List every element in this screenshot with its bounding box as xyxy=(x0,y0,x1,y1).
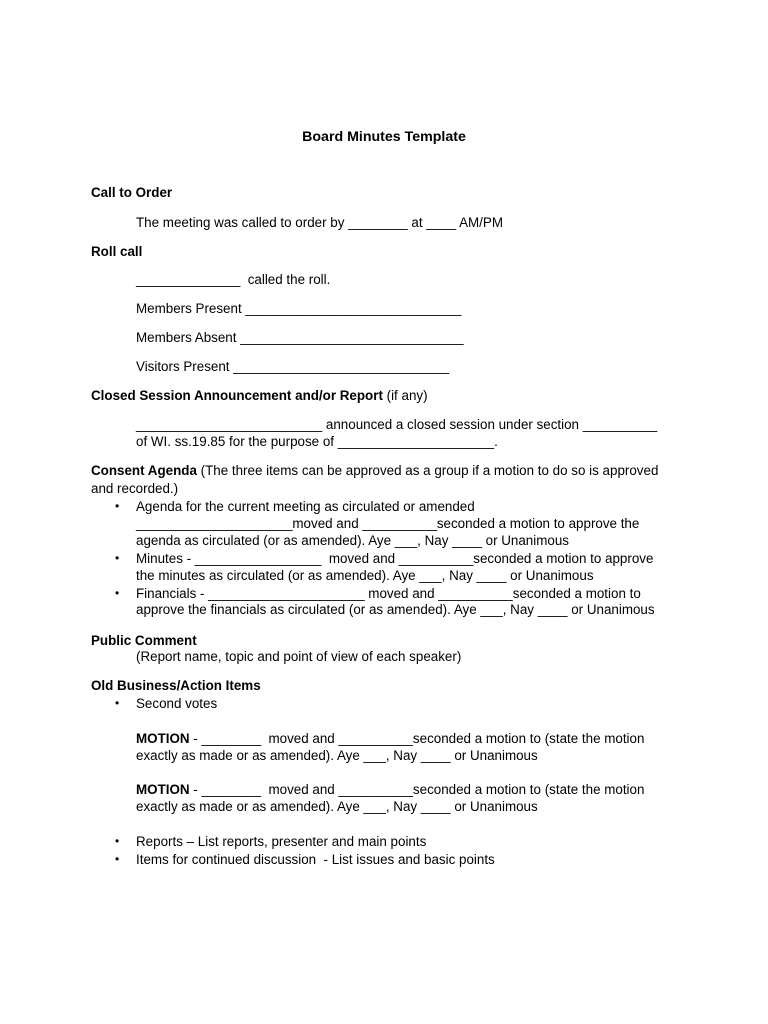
bullet-icon: • xyxy=(115,852,120,866)
closed-session-heading-suffix: (if any) xyxy=(382,388,428,403)
closed-session-line-2: of WI. ss.19.85 for the purpose of _____________________. xyxy=(136,434,498,449)
call-to-order-line: The meeting was called to order by ________ at ____ AM/PM xyxy=(136,215,503,230)
bullet-icon: • xyxy=(115,586,120,600)
consent-agenda-intro-2: and recorded.) xyxy=(91,481,179,496)
document-title: Board Minutes Template xyxy=(302,129,466,145)
section-heading-consent-agenda xyxy=(91,462,658,479)
members-present-line: Members Present _____________________________ xyxy=(136,301,462,316)
consent-item-financials-line-2: approve the financials as circulated (or as amended). Aye ___, Nay ____ or Unanimous xyxy=(136,602,655,617)
bullet-icon: • xyxy=(115,834,120,848)
closed-session-line-1: _________________________ announced a closed session under section __________ xyxy=(136,417,658,432)
section-heading-roll-call: Roll call xyxy=(91,244,143,259)
motion-2-label: MOTION xyxy=(136,782,190,797)
section-heading-closed-session xyxy=(91,387,428,404)
motion-1-label: MOTION xyxy=(136,731,190,746)
visitors-present-line: Visitors Present _____________________________ xyxy=(136,359,450,374)
continued-discussion-item: Items for continued discussion - List issues and basic points xyxy=(136,852,495,867)
bullet-icon: • xyxy=(115,696,120,710)
reports-item: Reports – List reports, presenter and main points xyxy=(136,834,427,849)
section-heading-call-to-order: Call to Order xyxy=(91,185,173,200)
motion-2-line-2: exactly as made or as amended). Aye ___, Nay ____ or Unanimous xyxy=(136,799,538,814)
bullet-icon: • xyxy=(115,499,120,513)
consent-item-agenda-line-1: Agenda for the current meeting as circulated or amended xyxy=(136,499,475,514)
section-heading-old-business: Old Business/Action Items xyxy=(91,678,261,693)
motion-2-text: - ________ moved and __________seconded a motion to (state the motion xyxy=(189,782,645,797)
motion-1-line-1 xyxy=(136,730,644,747)
consent-item-minutes-line-2: the minutes as circulated (or as amended). Aye ___, Nay ____ or Unanimous xyxy=(136,568,594,583)
members-absent-line: Members Absent ______________________________ xyxy=(136,330,464,345)
public-comment-line: (Report name, topic and point of view of each speaker) xyxy=(136,649,462,664)
motion-2-line-1 xyxy=(136,781,644,798)
bullet-icon: • xyxy=(115,551,120,565)
roll-call-line: ______________ called the roll. xyxy=(136,272,331,287)
second-votes-item: Second votes xyxy=(136,696,218,711)
motion-1-text: - ________ moved and __________seconded a motion to (state the motion xyxy=(189,731,645,746)
consent-agenda-intro-1: (The three items can be approved as a group if a motion to do so is approved xyxy=(196,463,659,478)
closed-session-heading-bold: Closed Session Announcement and/or Report xyxy=(91,388,383,403)
motion-1-line-2: exactly as made or as amended). Aye ___, Nay ____ or Unanimous xyxy=(136,748,538,763)
consent-agenda-heading-bold: Consent Agenda xyxy=(91,463,197,478)
consent-item-minutes-line-1: Minutes - _________________ moved and __________seconded a motion to approve xyxy=(136,551,654,566)
consent-item-agenda-line-3: agenda as circulated (or as amended). Aye ___, Nay ____ or Unanimous xyxy=(136,533,569,548)
section-heading-public-comment: Public Comment xyxy=(91,633,197,648)
consent-item-financials-line-1: Financials - _____________________ moved and __________seconded a motion to xyxy=(136,586,641,601)
consent-item-agenda-line-2: _____________________moved and __________seconded a motion to approve the xyxy=(136,516,640,531)
